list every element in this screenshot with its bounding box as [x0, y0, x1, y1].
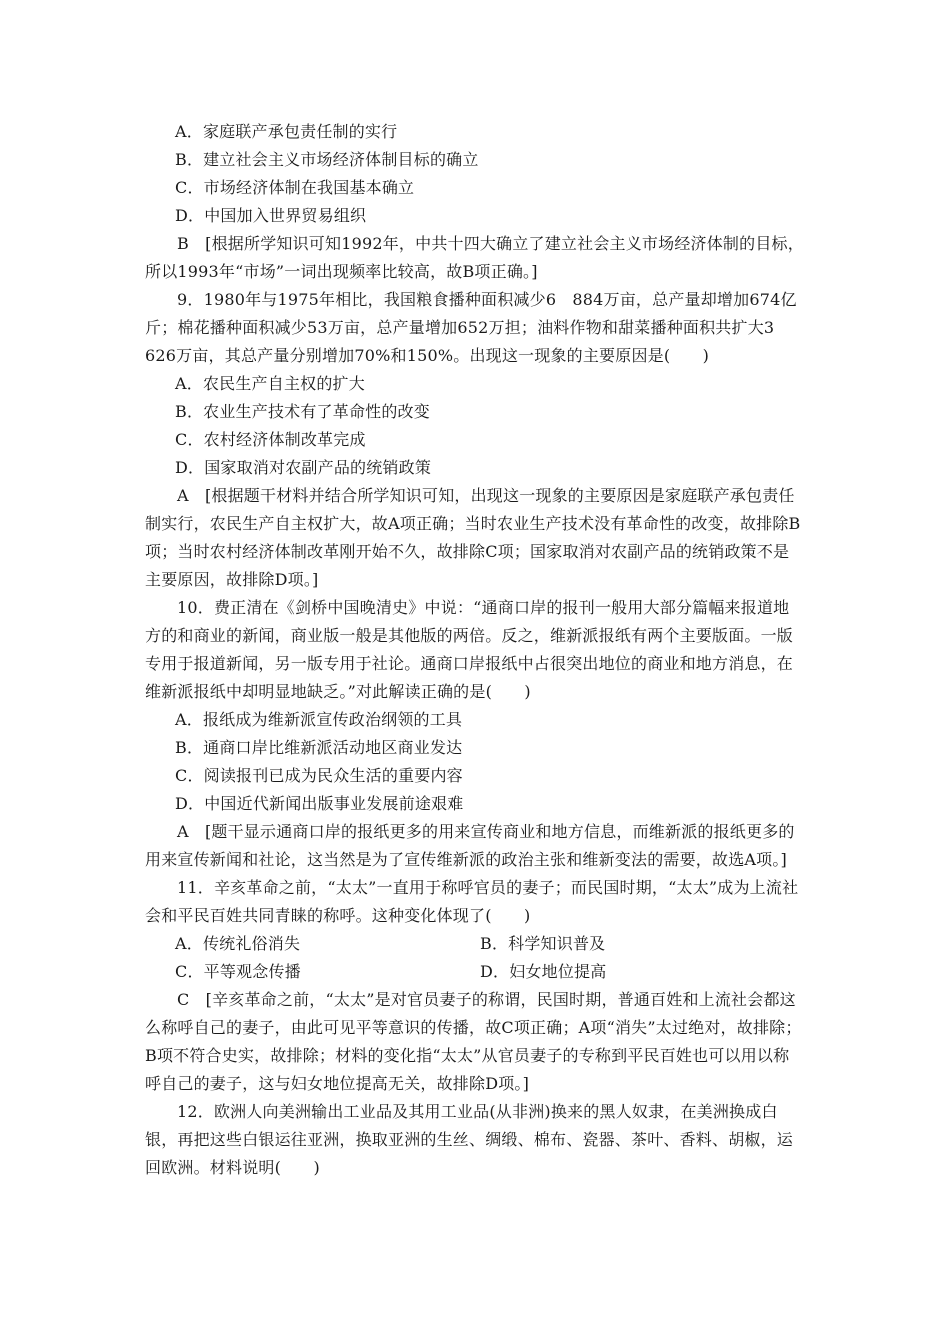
- q9-option-b: B．农业生产技术有了革命性的改变: [175, 402, 430, 421]
- q8-option-c: C．市场经济体制在我国基本确立: [175, 178, 415, 197]
- q8-option-a: A．家庭联产承包责任制的实行: [175, 122, 398, 141]
- q11-option-d: D．妇女地位提高: [480, 962, 607, 981]
- q9-answer: A [根据题干材料并结合所学知识可知，出现这一现象的主要原因是家庭联产承包责任制实行，农民生产自主权扩大，故A项正确；当时农业生产技术没有革命性的改变，故排除B项；当时农村经济体制改革刚开始不久，故排除C项；国家取消对农副产品的统销政策不是主要原因，故排除D项。]: [145, 486, 801, 589]
- q10-option-d: D．中国近代新闻出版事业发展前途艰难: [175, 794, 464, 813]
- q10-option-c: C．阅读报刊已成为民众生活的重要内容: [175, 766, 463, 785]
- q9-stem: 9．1980年与1975年相比，我国粮食播种面积减少6 884万亩，总产量却增加674亿斤；棉花播种面积减少53万亩，总产量增加652万担；油料作物和甜菜播种面积共扩大3 626万亩，其总产量分别增加70%和150%。出现这一现象的主要原因是( ): [145, 290, 797, 365]
- q9-option-d: D．国家取消对农副产品的统销政策: [175, 458, 432, 477]
- q10-stem: 10．费正清在《剑桥中国晚清史》中说：“通商口岸的报刊一般用大部分篇幅来报道地方的和商业的新闻，商业版一般是其他版的两倍。反之，维新派报纸有两个主要版面。一版专用于报道新闻，另一版专用于社论。通商口岸报纸中占很突出地位的商业和地方消息，在维新派报纸中却明显地缺乏。”对此解读正确的是( ): [145, 598, 794, 701]
- q9-option-a: A．农民生产自主权的扩大: [175, 374, 365, 393]
- q8-option-d: D．中国加入世界贸易组织: [175, 206, 367, 225]
- q11-option-a: A．传统礼俗消失: [175, 934, 301, 953]
- q12-stem: 12．欧洲人向美洲输出工业品及其用工业品(从非洲)换来的黑人奴隶，在美洲换成白银，再把这些白银运往亚洲，换取亚洲的生丝、绸缎、棉布、瓷器、茶叶、香料、胡椒，运回欧洲。材料说明( ): [145, 1102, 794, 1177]
- q8-answer: B [根据所学知识可知1992年，中共十四大确立了建立社会主义市场经济体制的目标，所以1993年“市场”一词出现频率比较高，故B项正确。]: [145, 234, 804, 281]
- q11-option-c: C．平等观念传播: [175, 962, 301, 981]
- q11-options-row-2: [145, 958, 805, 986]
- q8-option-b: B．建立社会主义市场经济体制目标的确立: [175, 150, 479, 169]
- q11-stem: 11．辛亥革命之前，“太太”一直用于称呼官员的妻子；而民国时期，“太太”成为上流社会和平民百姓共同青睐的称呼。这种变化体现了( ): [145, 878, 799, 925]
- document-content: [145, 118, 805, 1182]
- q10-option-a: A．报纸成为维新派宣传政治纲领的工具: [175, 710, 463, 729]
- q11-option-b: B．科学知识普及: [480, 934, 606, 953]
- q10-answer: A [题干显示通商口岸的报纸更多的用来宣传商业和地方信息，而维新派的报纸更多的用来宣传新闻和社论，这当然是为了宣传维新派的政治主张和维新变法的需要，故选A项。]: [145, 822, 795, 869]
- q10-option-b: B．通商口岸比维新派活动地区商业发达: [175, 738, 463, 757]
- q9-option-c: C．农村经济体制改革完成: [175, 430, 366, 449]
- q11-options-row-1: [145, 930, 805, 958]
- q11-answer: C [辛亥革命之前，“太太”是对官员妻子的称谓，民国时期，普通百姓和上流社会都这么称呼自己的妻子，由此可见平等意识的传播，故C项正确；A项“消失”太过绝对，故排除；B项不符合史实，故排除；材料的变化指“太太”从官员妻子的专称到平民百姓也可以用以称呼自己的妻子，这与妇女地位提高无关，故排除D项。]: [145, 990, 802, 1093]
